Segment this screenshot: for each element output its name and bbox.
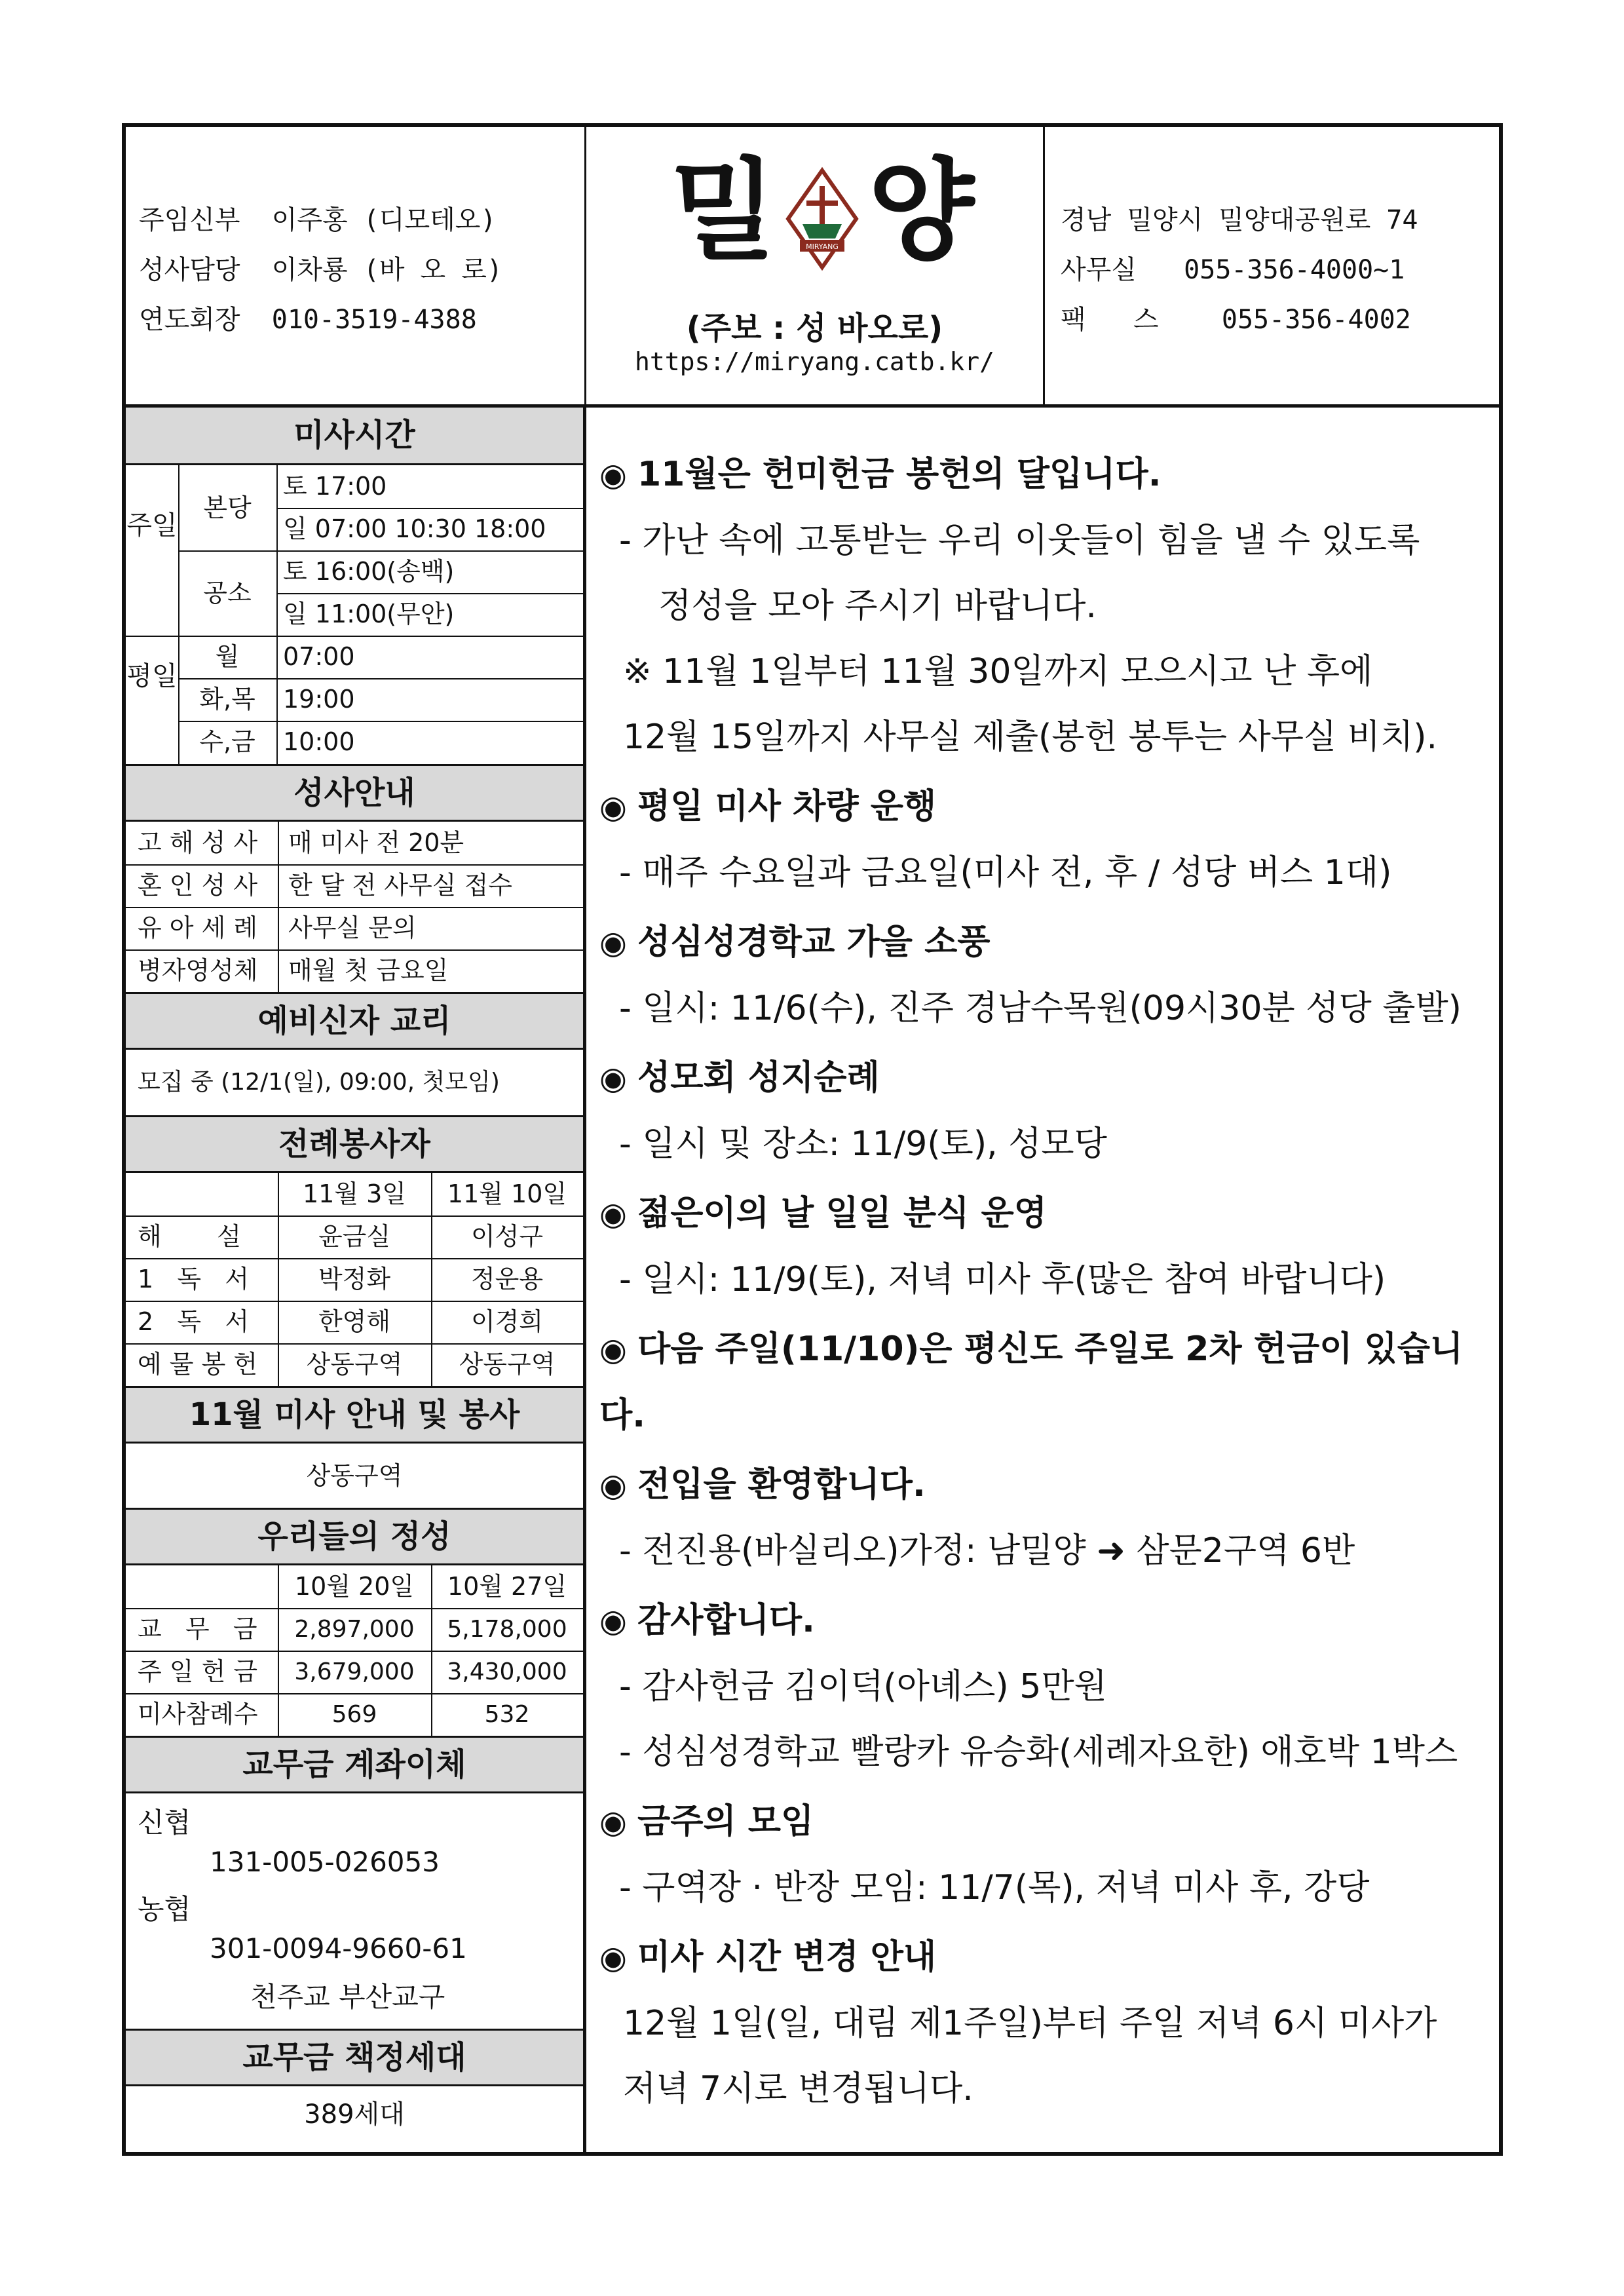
title-char-1: 밀 bbox=[670, 147, 777, 275]
mass-row: 토 17:00 bbox=[283, 472, 387, 501]
liturgy-cell: 박정화 bbox=[318, 1265, 391, 1293]
assistant-line: 성사담당 이차룡 (바 오 로) bbox=[139, 255, 502, 285]
offering-cell: 532 bbox=[484, 1701, 530, 1728]
divider bbox=[178, 465, 179, 764]
sacrament-heading: 성사안내 bbox=[126, 764, 583, 822]
notice-title-text: 평일 미사 차량 운행 bbox=[637, 787, 937, 826]
mass-row: 일 07:00 10:30 18:00 bbox=[283, 514, 546, 543]
divider bbox=[126, 1608, 583, 1609]
target-bullet-icon: ◉ bbox=[599, 1331, 627, 1368]
sacrament-label: 고 해 성 사 bbox=[138, 828, 258, 857]
divider bbox=[126, 907, 583, 908]
pastor-line: 주임신부 이주홍 (디모테오) bbox=[139, 205, 497, 235]
liturgy-cell: 한영해 bbox=[318, 1307, 391, 1336]
liturgy-cell: 윤금실 bbox=[318, 1222, 391, 1251]
weekday-day: 월 bbox=[215, 642, 240, 671]
divider bbox=[126, 1343, 583, 1345]
divider bbox=[178, 678, 583, 679]
liturgy-cell: 상동구역 bbox=[459, 1350, 556, 1379]
bank-name: 농협 bbox=[138, 1893, 191, 1925]
council-line: 연도회장 010-3519-4388 bbox=[139, 305, 477, 335]
sacrament-value: 매 미사 전 20분 bbox=[288, 828, 464, 857]
notice-section bbox=[599, 1045, 1499, 1177]
main-church-label: 본당 bbox=[203, 493, 252, 522]
target-bullet-icon: ◉ bbox=[599, 925, 627, 961]
mass-times-heading: 미사시간 bbox=[126, 408, 583, 465]
households-heading: 교무금 책정세대 bbox=[126, 2029, 583, 2086]
offering-label: 주 일 헌 금 bbox=[138, 1657, 258, 1686]
weekday-time: 07:00 bbox=[283, 642, 355, 671]
target-bullet-icon: ◉ bbox=[599, 1603, 627, 1639]
notice-line: - 성심성경학교 빨랑카 유승화(세례자요한) 애호박 1박스 bbox=[619, 1732, 1458, 1772]
notice-section bbox=[599, 1452, 1499, 1584]
liturgy-label: 예 물 봉 헌 bbox=[138, 1350, 258, 1379]
sacrament-value: 한 달 전 사무실 접수 bbox=[288, 871, 512, 900]
mass-row: 토 16:00(송백) bbox=[283, 557, 455, 586]
sunday-label: 주일 bbox=[126, 510, 178, 541]
notice-title-text: 젊은이의 날 일일 분식 운영 bbox=[637, 1194, 1047, 1233]
divider bbox=[431, 1173, 432, 1386]
notice-line: - 일시: 11/6(수), 진주 경남수목원(09시30분 성당 출발) bbox=[619, 989, 1462, 1028]
divider bbox=[178, 550, 583, 552]
parish-logo-icon bbox=[783, 166, 861, 271]
sidebar bbox=[126, 408, 586, 2152]
notice-title-text: 11월은 헌미헌금 봉헌의 달입니다. bbox=[637, 455, 1161, 494]
motto: (주보 : 성 바오로) bbox=[686, 310, 943, 347]
notice-section bbox=[599, 442, 1499, 770]
liturgy-cell: 상동구역 bbox=[306, 1350, 403, 1379]
divider bbox=[276, 465, 278, 764]
notice-line: - 일시: 11/9(토), 저녁 미사 후(많은 참여 바랍니다) bbox=[619, 1260, 1386, 1299]
notice-section bbox=[599, 774, 1499, 906]
divider bbox=[276, 593, 583, 594]
catechumen-text: 모집 중 (12/1(일), 09:00, 첫모임) bbox=[138, 1069, 500, 1096]
offering-col-header: 10월 27일 bbox=[447, 1572, 567, 1601]
notice-line: - 매주 수요일과 금요일(미사 전, 후 / 성당 버스 1대) bbox=[619, 853, 1392, 892]
sacrament-value: 매월 첫 금요일 bbox=[288, 956, 449, 985]
offering-cell: 2,897,000 bbox=[294, 1616, 415, 1643]
liturgy-cell: 이경희 bbox=[470, 1307, 544, 1336]
divider bbox=[276, 508, 583, 509]
notice-line: - 전진용(바실리오)가정: 남밀양 ➜ 삼문2구역 6반 bbox=[619, 1531, 1355, 1571]
title-block bbox=[586, 127, 1045, 404]
notice-section bbox=[599, 1181, 1499, 1312]
clergy-info bbox=[126, 127, 586, 404]
divider bbox=[126, 1651, 583, 1652]
notice-title bbox=[599, 1316, 1499, 1448]
sacrament-value: 사무실 문의 bbox=[288, 913, 417, 942]
notice-title bbox=[599, 774, 1499, 840]
divider bbox=[178, 721, 583, 722]
account-number[interactable]: 131-005-026053 bbox=[210, 1846, 440, 1878]
notice-title bbox=[599, 442, 1499, 508]
liturgy-cell: 이성구 bbox=[470, 1222, 544, 1251]
bulletin-frame bbox=[122, 123, 1503, 2156]
account-holder: 천주교 부산교구 bbox=[250, 1981, 445, 2013]
target-bullet-icon: ◉ bbox=[599, 1467, 627, 1504]
notice-line: - 구역장 · 반장 모임: 11/7(목), 저녁 미사 후, 강당 bbox=[619, 1868, 1370, 1907]
divider bbox=[126, 1215, 583, 1217]
divider bbox=[126, 864, 583, 866]
notice-title bbox=[599, 1924, 1499, 1991]
notice-section bbox=[599, 909, 1499, 1041]
transfer-heading: 교무금 계좌이체 bbox=[126, 1736, 583, 1793]
divider bbox=[278, 1173, 279, 1386]
offering-cell: 3,679,000 bbox=[294, 1658, 415, 1685]
bank-name: 신협 bbox=[138, 1807, 191, 1839]
sacrament-label: 혼 인 성 사 bbox=[138, 871, 258, 900]
notice-section bbox=[599, 1789, 1499, 1921]
liturgy-col-header: 11월 3일 bbox=[302, 1179, 407, 1208]
notice-section bbox=[599, 1588, 1499, 1785]
offering-heading: 우리들의 정성 bbox=[126, 1508, 583, 1565]
notice-title-text: 성심성경학교 가을 소풍 bbox=[637, 923, 991, 962]
target-bullet-icon: ◉ bbox=[599, 1196, 627, 1233]
notice-line: 저녁 7시로 변경됩니다. bbox=[623, 2069, 973, 2109]
target-bullet-icon: ◉ bbox=[599, 1804, 627, 1841]
notice-title bbox=[599, 1789, 1499, 1855]
notice-title-text: 미사 시간 변경 안내 bbox=[637, 1938, 937, 1977]
weekday-time: 10:00 bbox=[283, 727, 355, 756]
divider bbox=[126, 949, 583, 951]
november-text: 상동구역 bbox=[306, 1461, 403, 1490]
account-number[interactable]: 301-0094-9660-61 bbox=[210, 1932, 467, 1964]
target-bullet-icon: ◉ bbox=[599, 1940, 627, 1976]
notices-panel bbox=[586, 408, 1499, 2152]
weekday-time: 19:00 bbox=[283, 685, 355, 714]
offering-col-header: 10월 20일 bbox=[294, 1572, 415, 1601]
notice-title bbox=[599, 1045, 1499, 1111]
sacrament-label: 병자영성체 bbox=[138, 956, 258, 985]
liturgy-label: 2 독 서 bbox=[138, 1307, 250, 1336]
header bbox=[126, 127, 1499, 408]
catechumen-heading: 예비신자 교리 bbox=[126, 992, 583, 1050]
liturgy-label: 해 설 bbox=[138, 1222, 241, 1251]
notice-section bbox=[599, 1924, 1499, 2122]
contact-info bbox=[1045, 127, 1499, 404]
notice-title-text: 금주의 모임 bbox=[637, 1802, 814, 1841]
divider bbox=[126, 636, 583, 637]
november-heading: 11월 미사 안내 및 봉사 bbox=[126, 1386, 583, 1444]
divider bbox=[126, 1301, 583, 1302]
offering-label: 미사참례수 bbox=[138, 1700, 258, 1729]
notice-title bbox=[599, 909, 1499, 976]
liturgy-cell: 정운용 bbox=[470, 1265, 544, 1293]
offering-cell: 5,178,000 bbox=[447, 1616, 567, 1643]
notice-line: - 감사헌금 김이덕(아녜스) 5만원 bbox=[619, 1667, 1107, 1706]
offering-label: 교 무 금 bbox=[138, 1615, 257, 1643]
offering-cell: 3,430,000 bbox=[447, 1658, 567, 1685]
notice-line: ※ 11월 1일부터 11월 30일까지 모으시고 난 후에 bbox=[623, 652, 1373, 691]
divider bbox=[126, 1258, 583, 1259]
notice-title-text: 전입을 환영합니다. bbox=[637, 1465, 926, 1504]
office-phone-line: 사무실 055-356-4000~1 bbox=[1061, 255, 1405, 285]
target-bullet-icon: ◉ bbox=[599, 457, 627, 493]
title-char-2: 양 bbox=[868, 147, 975, 275]
notice-line: 정성을 모아 주시기 바랍니다. bbox=[658, 586, 1097, 626]
liturgy-col-header: 11월 10일 bbox=[447, 1179, 567, 1208]
target-bullet-icon: ◉ bbox=[599, 789, 627, 826]
offering-cell: 569 bbox=[331, 1701, 377, 1728]
notice-line: 12월 15일까지 사무실 제출(봉헌 봉투는 사무실 비치). bbox=[623, 718, 1438, 757]
weekday-day: 화,목 bbox=[199, 685, 255, 714]
logo-text: MIRYANG bbox=[806, 242, 839, 251]
notice-title bbox=[599, 1181, 1499, 1247]
mass-row: 일 11:00(무안) bbox=[283, 600, 455, 628]
address-line: 경남 밀양시 밀양대공원로 74 bbox=[1061, 205, 1418, 235]
notice-line: - 일시 및 장소: 11/9(토), 성모당 bbox=[619, 1124, 1107, 1164]
notice-title-text: 성모회 성지순례 bbox=[637, 1058, 880, 1098]
notice-line: 12월 1일(일, 대림 제1주일)부터 주일 저녁 6시 미사가 bbox=[623, 2004, 1437, 2043]
liturgy-heading: 전례봉사자 bbox=[126, 1115, 583, 1173]
weekday-day: 수,금 bbox=[199, 727, 255, 756]
households-text: 389세대 bbox=[304, 2099, 405, 2130]
fax-line: 팩 스 055-356-4002 bbox=[1061, 305, 1411, 335]
notice-title-text: 다음 주일(11/10)은 평신도 주일로 2차 헌금이 있습니다. bbox=[599, 1330, 1463, 1435]
notice-line: - 가난 속에 고통받는 우리 이웃들이 힘을 낼 수 있도록 bbox=[619, 521, 1420, 560]
divider bbox=[126, 1693, 583, 1694]
notice-title bbox=[599, 1588, 1499, 1654]
target-bullet-icon: ◉ bbox=[599, 1060, 627, 1097]
chapel-label: 공소 bbox=[203, 579, 252, 607]
website-link[interactable]: https://miryang.catb.kr/ bbox=[634, 347, 995, 376]
sacrament-label: 유 아 세 례 bbox=[138, 913, 258, 942]
liturgy-label: 1 독 서 bbox=[138, 1265, 250, 1293]
notice-title-text: 감사합니다. bbox=[637, 1601, 815, 1640]
weekday-label: 평일 bbox=[126, 661, 178, 691]
notice-section bbox=[599, 1316, 1499, 1448]
notice-title bbox=[599, 1452, 1499, 1518]
